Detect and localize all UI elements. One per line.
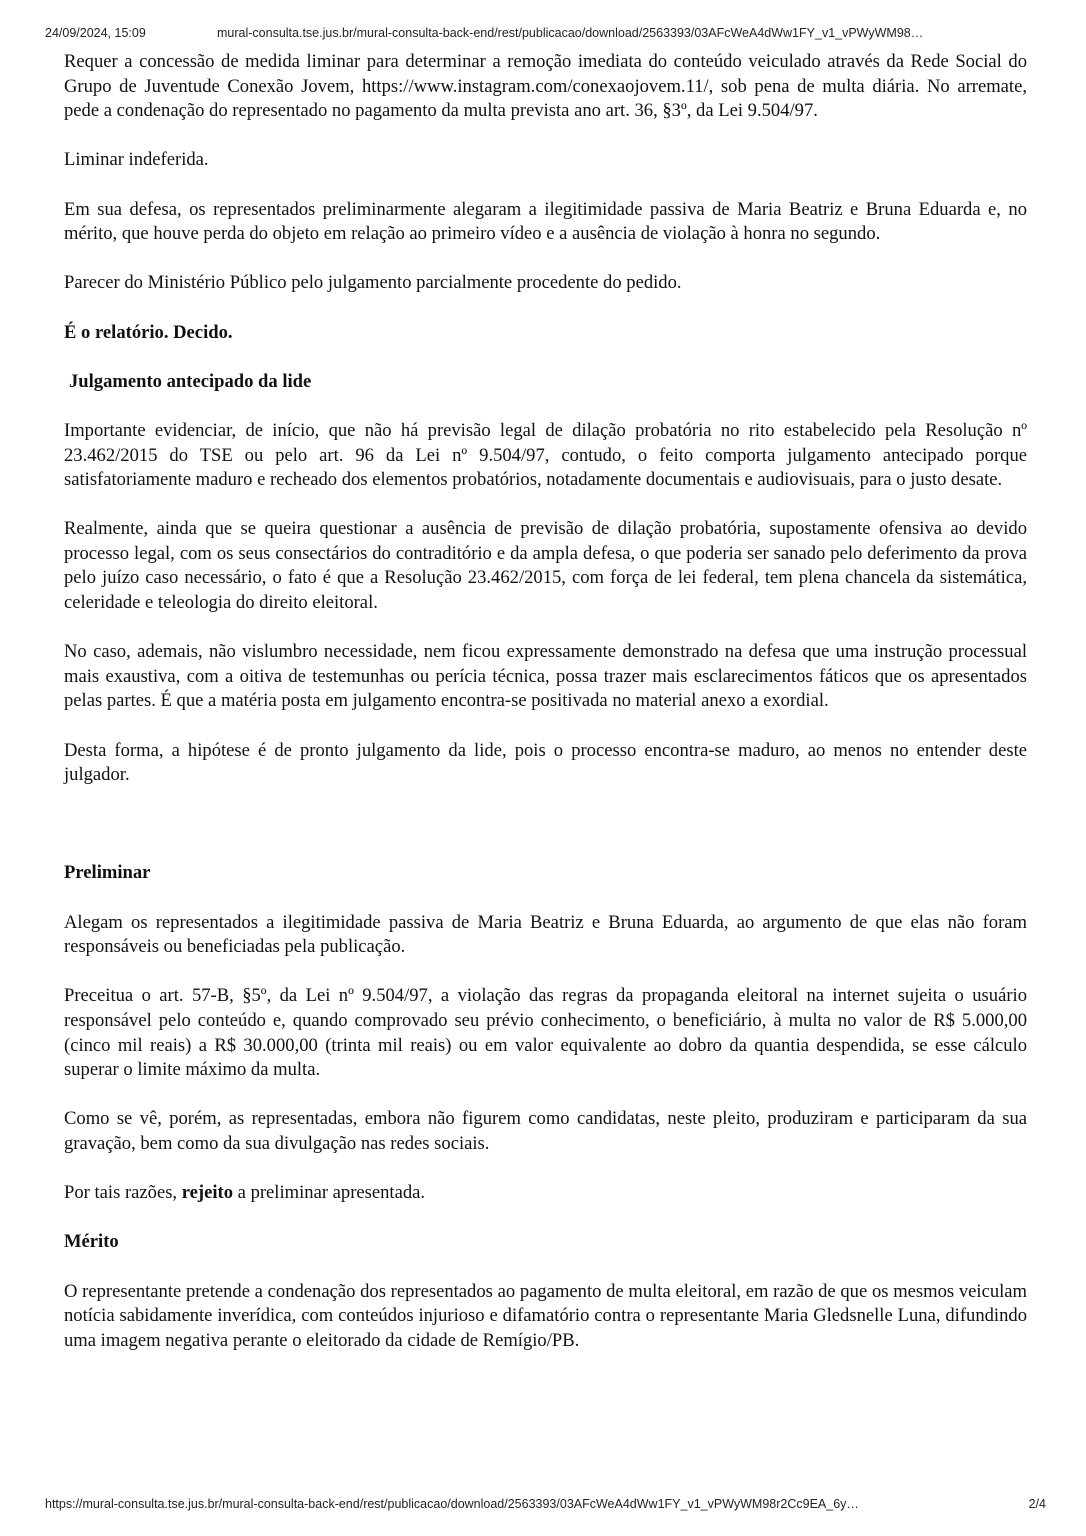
print-header-url: mural-consulta.tse.jus.br/mural-consulta-back-end/rest/publicacao/download/2563393/03AFcWeA4dWw1FY_v1_vPWyWM98… <box>217 26 924 40</box>
paragraph-prosecutor-opinion: Parecer do Ministério Público pelo julgamento parcialmente procedente do pedido. <box>64 272 682 294</box>
conclusion-text-before: Por tais razões, <box>64 1182 182 1204</box>
print-footer <box>45 1497 1046 1515</box>
section-spacer <box>64 812 1027 861</box>
heading-early-judgment: Julgamento antecipado da lide <box>69 370 312 392</box>
paragraph-preliminary-1: Alegam os representados a ilegitimidade passiva de Maria Beatriz e Bruna Eduarda, ao argumento de que elas não foram responsáveis ou beneficiadas pela publicação. <box>64 911 1027 958</box>
conclusion-text-after: a preliminar apresentada. <box>233 1182 426 1204</box>
paragraph-early-judgment-3: No caso, ademais, não vislumbro necessidade, nem ficou expressamente demonstrado na defesa que uma instrução processual mais exaustiva, com a oitiva de testemunhas ou perícia técnica, possa trazer mais esclarecimentos fáticos que os apresentados pelas partes. É que a matéria posta em julgamento encontra-se positivada no material anexo a exordial. <box>64 641 1027 712</box>
document-body <box>64 50 1027 1378</box>
heading-report: É o relatório. Decido. <box>64 321 233 343</box>
paragraph-preliminary-2: Preceitua o art. 57-B, §5º, da Lei nº 9.504/97, a violação das regras da propaganda eleitoral na internet sujeita o usuário responsável pelo conteúdo e, quando comprovado seu prévio conhecimento, o beneficiário, à multa no valor de R$ 5.000,00 (cinco mil reais) a R$ 30.000,00 (trinta mil reais) ou em valor equivalente ao dobro da quantia despendida, se esse cálculo superar o limite máximo da multa. <box>64 985 1027 1081</box>
paragraph-early-judgment-2: Realmente, ainda que se queira questionar a ausência de previsão de dilação probatória, supostamente ofensiva ao devido processo legal, com os seus consectários do contraditório e da ampla defesa, o que poderia ser sanado pelo deferimento da prova pelo juízo caso necessário, o fato é que a Resolução 23.462/2015, com força de lei federal, tem plena chancela da sistemática, celeridade e teleologia do direito eleitoral. <box>64 518 1027 614</box>
paragraph-early-judgment-4: Desta forma, a hipótese é de pronto julgamento da lide, pois o processo encontra-se maduro, ao menos no entender deste julgador. <box>64 739 1027 786</box>
paragraph-injunction-denied: Liminar indeferida. <box>64 149 209 171</box>
heading-preliminary: Preliminar <box>64 862 151 884</box>
paragraph-merit-1: O representante pretende a condenação dos representados ao pagamento de multa eleitoral, em razão de que os mesmos veiculam notícia sabidamente inverídica, com conteúdos injurioso e difamatório contra o representante Maria Gledsnelle Luna, difundindo uma imagem negativa perante o eleitorado da cidade de Remígio/PB. <box>64 1280 1027 1351</box>
heading-merit: Mérito <box>64 1231 119 1253</box>
print-header <box>45 26 1046 44</box>
print-footer-url: https://mural-consulta.tse.jus.br/mural-consulta-back-end/rest/publicacao/download/2563393/03AFcWeA4dWw1FY_v1_vPWyWM98r2Cc9EA_6y… <box>45 1497 859 1511</box>
print-datetime: 24/09/2024, 15:09 <box>45 26 146 40</box>
page-number: 2/4 <box>1028 1497 1046 1511</box>
paragraph-defense: Em sua defesa, os representados preliminarmente alegaram a ilegitimidade passiva de Maria Beatriz e Bruna Eduarda e, no mérito, que houve perda do objeto em relação ao primeiro vídeo e a ausência de violação à honra no segundo. <box>64 198 1027 245</box>
paragraph-preliminary-conclusion <box>64 1181 1027 1206</box>
paragraph-request: Requer a concessão de medida liminar para determinar a remoção imediata do conteúdo veiculado através da Rede Social do Grupo de Juventude Conexão Jovem, https://www.instagram.com/conexaojovem.11/, sob pena de multa diária. No arremate, pede a condenação do representado no pagamento da multa prevista ano art. 36, §3º, da Lei 9.504/97. <box>64 51 1027 122</box>
paragraph-preliminary-3: Como se vê, porém, as representadas, embora não figurem como candidatas, neste pleito, produziram e participaram da sua gravação, bem como da sua divulgação nas redes sociais. <box>64 1108 1027 1154</box>
paragraph-early-judgment-1: Importante evidenciar, de início, que não há previsão legal de dilação probatória no rito estabelecido pela Resolução nº 23.462/2015 do TSE ou pelo art. 96 da Lei nº 9.504/97, contudo, o feito comporta julgamento antecipado porque satisfatoriamente maduro e recheado dos elementos probatórios, notadamente documentais e audiovisuais, para o justo desate. <box>64 419 1027 491</box>
conclusion-text-bold: rejeito <box>181 1182 234 1204</box>
